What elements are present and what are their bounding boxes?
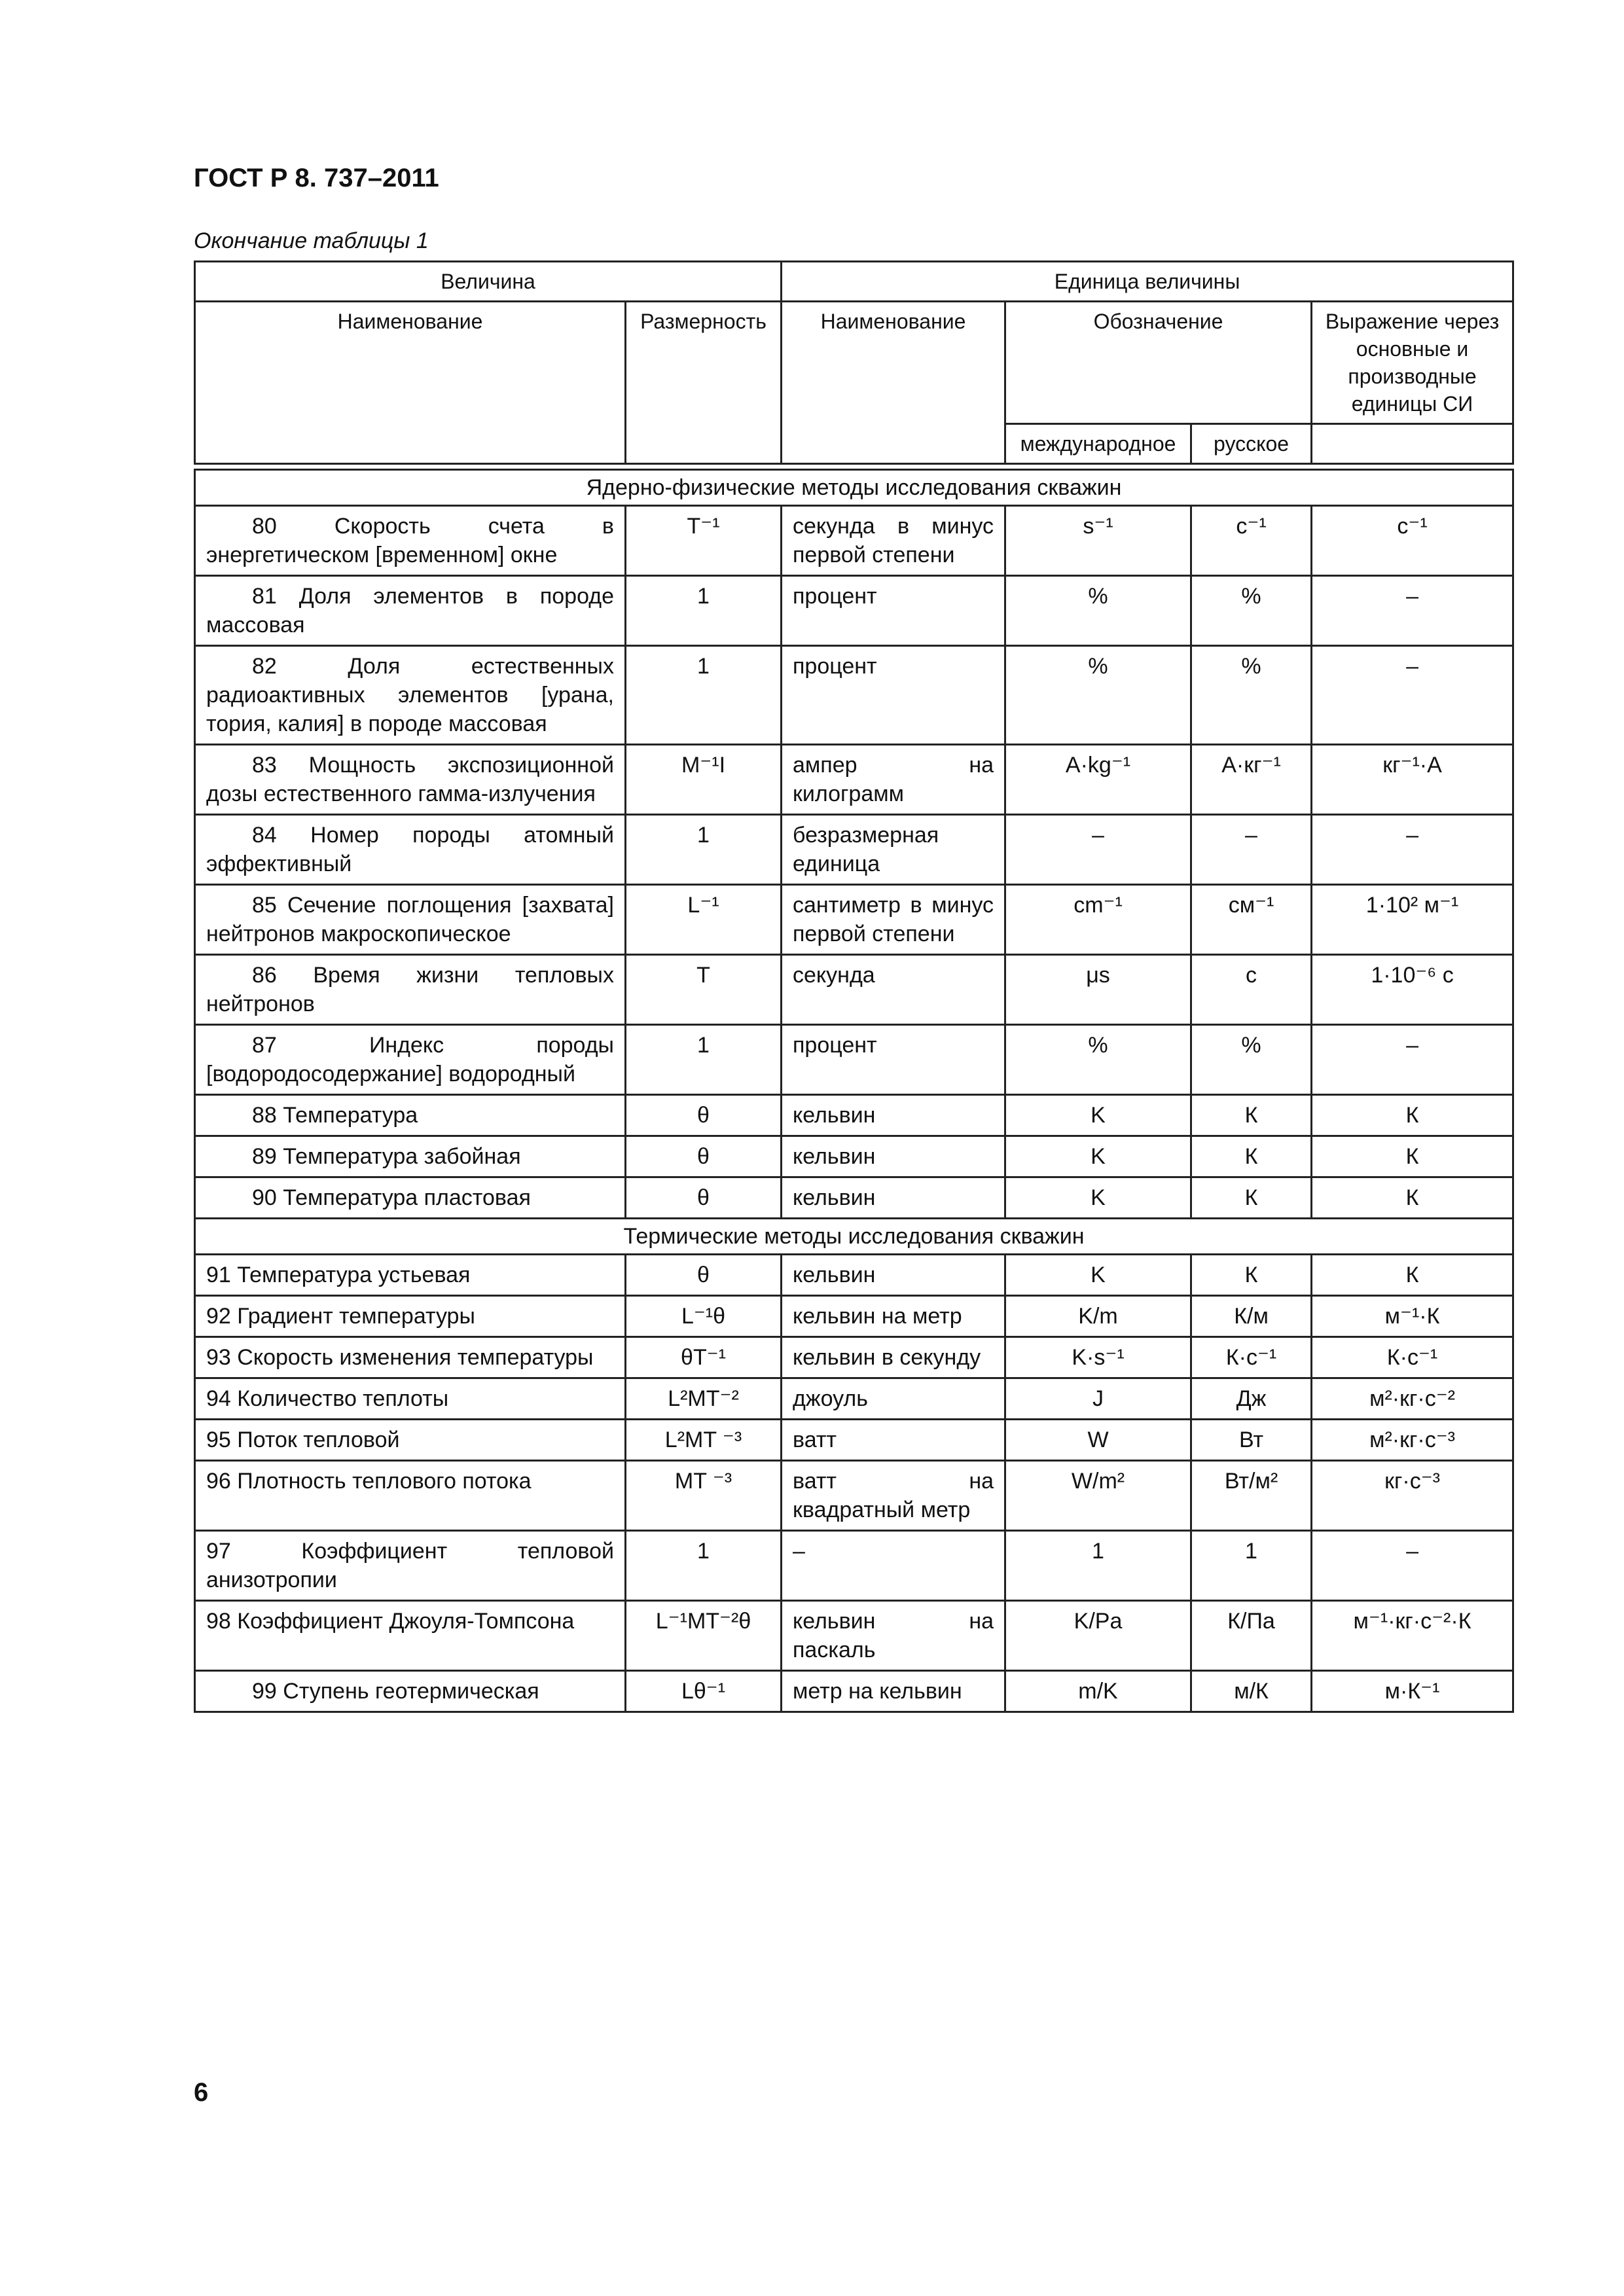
unit-name-cell: ватт на квадратный метр [782, 1461, 1005, 1531]
international-symbol-cell: % [1005, 576, 1191, 646]
section-row [195, 1219, 1513, 1255]
si-expression-cell: м·К⁻¹ [1312, 1671, 1513, 1712]
quantity-name-cell: 84 Номер породы атомный эффективный [195, 815, 626, 885]
dimension-cell: θ [626, 1095, 782, 1136]
russian-symbol-cell: см⁻¹ [1191, 885, 1312, 955]
unit-name-cell: процент [782, 1025, 1005, 1095]
russian-symbol-cell: 1 [1191, 1531, 1312, 1601]
russian-symbol-cell: с⁻¹ [1191, 506, 1312, 576]
dimension-cell: 1 [626, 576, 782, 646]
quantity-name-cell: 90 Температура пластовая [195, 1177, 626, 1219]
table-row [195, 1255, 1513, 1296]
table-row [195, 1136, 1513, 1177]
si-expression-cell: кг⁻¹·А [1312, 745, 1513, 815]
international-symbol-cell: m/K [1005, 1671, 1191, 1712]
header-designation: Обозначение [1005, 302, 1312, 424]
table-caption: Окончание таблицы 1 [194, 228, 429, 253]
russian-symbol-cell: К·с⁻¹ [1191, 1337, 1312, 1378]
table-row [195, 1671, 1513, 1712]
quantity-name-cell: 85 Сечение поглощения [захвата] нейтронов макроскопическое [195, 885, 626, 955]
header-quantity-name: Наименование [195, 302, 626, 464]
russian-symbol-cell: А·кг⁻¹ [1191, 745, 1312, 815]
si-expression-cell: К [1312, 1095, 1513, 1136]
si-expression-cell: К [1312, 1255, 1513, 1296]
dimension-cell: θ [626, 1136, 782, 1177]
russian-symbol-cell: Вт/м² [1191, 1461, 1312, 1531]
table-row [195, 1461, 1513, 1531]
russian-symbol-cell: Вт [1191, 1420, 1312, 1461]
international-symbol-cell: – [1005, 815, 1191, 885]
header-unit: Единица величины [782, 262, 1513, 302]
table-row [195, 1337, 1513, 1378]
table-head [195, 262, 1513, 470]
si-expression-cell: – [1312, 1531, 1513, 1601]
quantity-name-cell: 88 Температура [195, 1095, 626, 1136]
unit-name-cell: ампер на килограмм [782, 745, 1005, 815]
international-symbol-cell: W [1005, 1420, 1191, 1461]
unit-name-cell: секунда в минус первой степени [782, 506, 1005, 576]
quantity-name-cell: 96 Плотность теплового потока [195, 1461, 626, 1531]
table-row [195, 646, 1513, 745]
unit-name-cell: кельвин в секунду [782, 1337, 1005, 1378]
russian-symbol-cell: % [1191, 576, 1312, 646]
international-symbol-cell: K [1005, 1255, 1191, 1296]
russian-symbol-cell: К/Па [1191, 1601, 1312, 1671]
international-symbol-cell: K/Pa [1005, 1601, 1191, 1671]
table-row [195, 1296, 1513, 1337]
quantity-name-cell: 95 Поток тепловой [195, 1420, 626, 1461]
section-title: Ядерно-физические методы исследования скважин [195, 470, 1513, 506]
unit-name-cell: процент [782, 576, 1005, 646]
international-symbol-cell: s⁻¹ [1005, 506, 1191, 576]
dimension-cell: 1 [626, 646, 782, 745]
unit-name-cell: процент [782, 646, 1005, 745]
si-expression-cell: 1·10⁻⁶ с [1312, 955, 1513, 1025]
dimension-cell: MT ⁻³ [626, 1461, 782, 1531]
international-symbol-cell: K [1005, 1177, 1191, 1219]
dimension-cell: T⁻¹ [626, 506, 782, 576]
unit-name-cell: ватт [782, 1420, 1005, 1461]
units-table [194, 260, 1514, 1713]
quantity-name-cell: 80 Скорость счета в энергетическом [временном] окне [195, 506, 626, 576]
international-symbol-cell: 1 [1005, 1531, 1191, 1601]
table-body [195, 470, 1513, 1712]
international-symbol-cell: W/m² [1005, 1461, 1191, 1531]
dimension-cell: L⁻¹MT⁻²θ [626, 1601, 782, 1671]
quantity-name-cell: 99 Ступень геотермическая [195, 1671, 626, 1712]
international-symbol-cell: K [1005, 1095, 1191, 1136]
header-international: международное [1005, 424, 1191, 464]
russian-symbol-cell: К [1191, 1255, 1312, 1296]
international-symbol-cell: J [1005, 1378, 1191, 1420]
international-symbol-cell: % [1005, 646, 1191, 745]
header-unit-name: Наименование [782, 302, 1005, 464]
dimension-cell: θT⁻¹ [626, 1337, 782, 1378]
international-symbol-cell: cm⁻¹ [1005, 885, 1191, 955]
si-expression-cell: – [1312, 576, 1513, 646]
unit-name-cell: метр на кельвин [782, 1671, 1005, 1712]
quantity-name-cell: 89 Температура забойная [195, 1136, 626, 1177]
international-symbol-cell: K [1005, 1136, 1191, 1177]
header-dimension: Размерность [626, 302, 782, 464]
dimension-cell: 1 [626, 1025, 782, 1095]
table-row [195, 1531, 1513, 1601]
russian-symbol-cell: К [1191, 1177, 1312, 1219]
dimension-cell: 1 [626, 815, 782, 885]
dimension-cell: L²MT ⁻³ [626, 1420, 782, 1461]
header-russian: русское [1191, 424, 1312, 464]
quantity-name-cell: 92 Градиент температуры [195, 1296, 626, 1337]
header-si-expression: Выражение через основные и производные единицы СИ [1312, 302, 1513, 424]
table-row [195, 1378, 1513, 1420]
si-expression-cell: – [1312, 646, 1513, 745]
unit-name-cell: безразмерная единица [782, 815, 1005, 885]
quantity-name-cell: 94 Количество теплоты [195, 1378, 626, 1420]
unit-name-cell: секунда [782, 955, 1005, 1025]
si-expression-cell: м⁻¹·К [1312, 1296, 1513, 1337]
quantity-name-cell: 98 Коэффициент Джоуля-Томпсона [195, 1601, 626, 1671]
quantity-name-cell: 83 Мощность экспозиционной дозы естественного гамма-излучения [195, 745, 626, 815]
unit-name-cell: кельвин [782, 1177, 1005, 1219]
table-row [195, 1420, 1513, 1461]
section-row [195, 470, 1513, 506]
quantity-name-cell: 86 Время жизни тепловых нейтронов [195, 955, 626, 1025]
dimension-cell: L⁻¹ [626, 885, 782, 955]
header-quantity: Величина [195, 262, 782, 302]
si-expression-cell: м⁻¹·кг·с⁻²·К [1312, 1601, 1513, 1671]
dimension-cell: 1 [626, 1531, 782, 1601]
si-expression-cell: – [1312, 815, 1513, 885]
russian-symbol-cell: % [1191, 646, 1312, 745]
dimension-cell: θ [626, 1177, 782, 1219]
table-row [195, 1601, 1513, 1671]
dimension-cell: θ [626, 1255, 782, 1296]
si-expression-cell: К [1312, 1177, 1513, 1219]
russian-symbol-cell: К [1191, 1095, 1312, 1136]
unit-name-cell: джоуль [782, 1378, 1005, 1420]
russian-symbol-cell: с [1191, 955, 1312, 1025]
quantity-name-cell: 82 Доля естественных радиоактивных элементов [урана, тория, калия] в породе массовая [195, 646, 626, 745]
table-row [195, 1177, 1513, 1219]
unit-name-cell: кельвин на паскаль [782, 1601, 1005, 1671]
si-expression-cell: К [1312, 1136, 1513, 1177]
table-row [195, 815, 1513, 885]
international-symbol-cell: K·s⁻¹ [1005, 1337, 1191, 1378]
table-row [195, 506, 1513, 576]
table-row [195, 1025, 1513, 1095]
quantity-name-cell: 81 Доля элементов в породе массовая [195, 576, 626, 646]
dimension-cell: Lθ⁻¹ [626, 1671, 782, 1712]
si-expression-cell: – [1312, 1025, 1513, 1095]
si-expression-cell: 1·10² м⁻¹ [1312, 885, 1513, 955]
si-expression-cell: К·с⁻¹ [1312, 1337, 1513, 1378]
russian-symbol-cell: К [1191, 1136, 1312, 1177]
international-symbol-cell: A·kg⁻¹ [1005, 745, 1191, 815]
international-symbol-cell: % [1005, 1025, 1191, 1095]
section-title: Термические методы исследования скважин [195, 1219, 1513, 1255]
international-symbol-cell: K/m [1005, 1296, 1191, 1337]
table-row [195, 576, 1513, 646]
russian-symbol-cell: м/К [1191, 1671, 1312, 1712]
page-number: 6 [194, 2078, 209, 2107]
unit-name-cell: кельвин на метр [782, 1296, 1005, 1337]
header-empty-cell [1312, 424, 1513, 464]
dimension-cell: T [626, 955, 782, 1025]
si-expression-cell: с⁻¹ [1312, 506, 1513, 576]
unit-name-cell: – [782, 1531, 1005, 1601]
russian-symbol-cell: Дж [1191, 1378, 1312, 1420]
quantity-name-cell: 91 Температура устьевая [195, 1255, 626, 1296]
unit-name-cell: кельвин [782, 1255, 1005, 1296]
dimension-cell: L⁻¹θ [626, 1296, 782, 1337]
dimension-cell: L²MT⁻² [626, 1378, 782, 1420]
quantity-name-cell: 87 Индекс породы [водородосодержание] водородный [195, 1025, 626, 1095]
quantity-name-cell: 97 Коэффициент тепловой анизотропии [195, 1531, 626, 1601]
table-row [195, 955, 1513, 1025]
dimension-cell: M⁻¹I [626, 745, 782, 815]
international-symbol-cell: μs [1005, 955, 1191, 1025]
unit-name-cell: кельвин [782, 1136, 1005, 1177]
header-separator [195, 464, 1513, 470]
document-title: ГОСТ Р 8. 737–2011 [194, 164, 439, 192]
si-expression-cell: м²·кг·с⁻² [1312, 1378, 1513, 1420]
russian-symbol-cell: К/м [1191, 1296, 1312, 1337]
unit-name-cell: сантиметр в минус первой степени [782, 885, 1005, 955]
table-row [195, 1095, 1513, 1136]
table-row [195, 745, 1513, 815]
russian-symbol-cell: % [1191, 1025, 1312, 1095]
unit-name-cell: кельвин [782, 1095, 1005, 1136]
si-expression-cell: м²·кг·с⁻³ [1312, 1420, 1513, 1461]
quantity-name-cell: 93 Скорость изменения температуры [195, 1337, 626, 1378]
table-row [195, 885, 1513, 955]
si-expression-cell: кг·с⁻³ [1312, 1461, 1513, 1531]
russian-symbol-cell: – [1191, 815, 1312, 885]
